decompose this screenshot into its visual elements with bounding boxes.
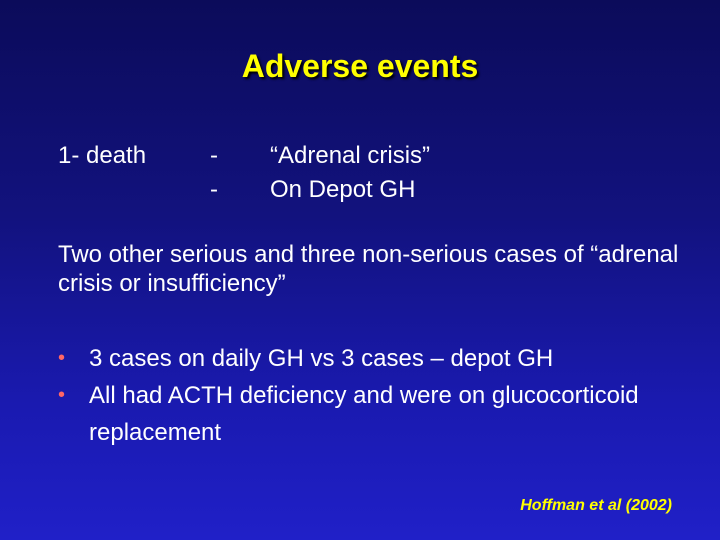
summary-paragraph: Two other serious and three non-serious cases of “adrenal crisis or insufficiency” xyxy=(58,241,679,297)
event-dash: - xyxy=(210,142,218,169)
slide-title: Adverse events xyxy=(241,48,479,84)
event-label: 1- death xyxy=(58,142,147,169)
bullet-icon: • xyxy=(58,384,66,406)
citation: Hoffman et al (2002) xyxy=(520,497,672,514)
bullet-text: All had ACTH deficiency and were on glucocorticoid replacement xyxy=(89,382,639,446)
list-item xyxy=(58,340,678,377)
bullet-icon: • xyxy=(58,347,66,369)
bullet-list xyxy=(58,340,678,451)
event-detail: On Depot GH xyxy=(270,176,416,203)
event-dash: - xyxy=(210,176,218,203)
list-item xyxy=(58,377,678,451)
event-detail: “Adrenal crisis” xyxy=(270,142,431,169)
bullet-text: 3 cases on daily GH vs 3 cases – depot GH xyxy=(89,345,554,372)
